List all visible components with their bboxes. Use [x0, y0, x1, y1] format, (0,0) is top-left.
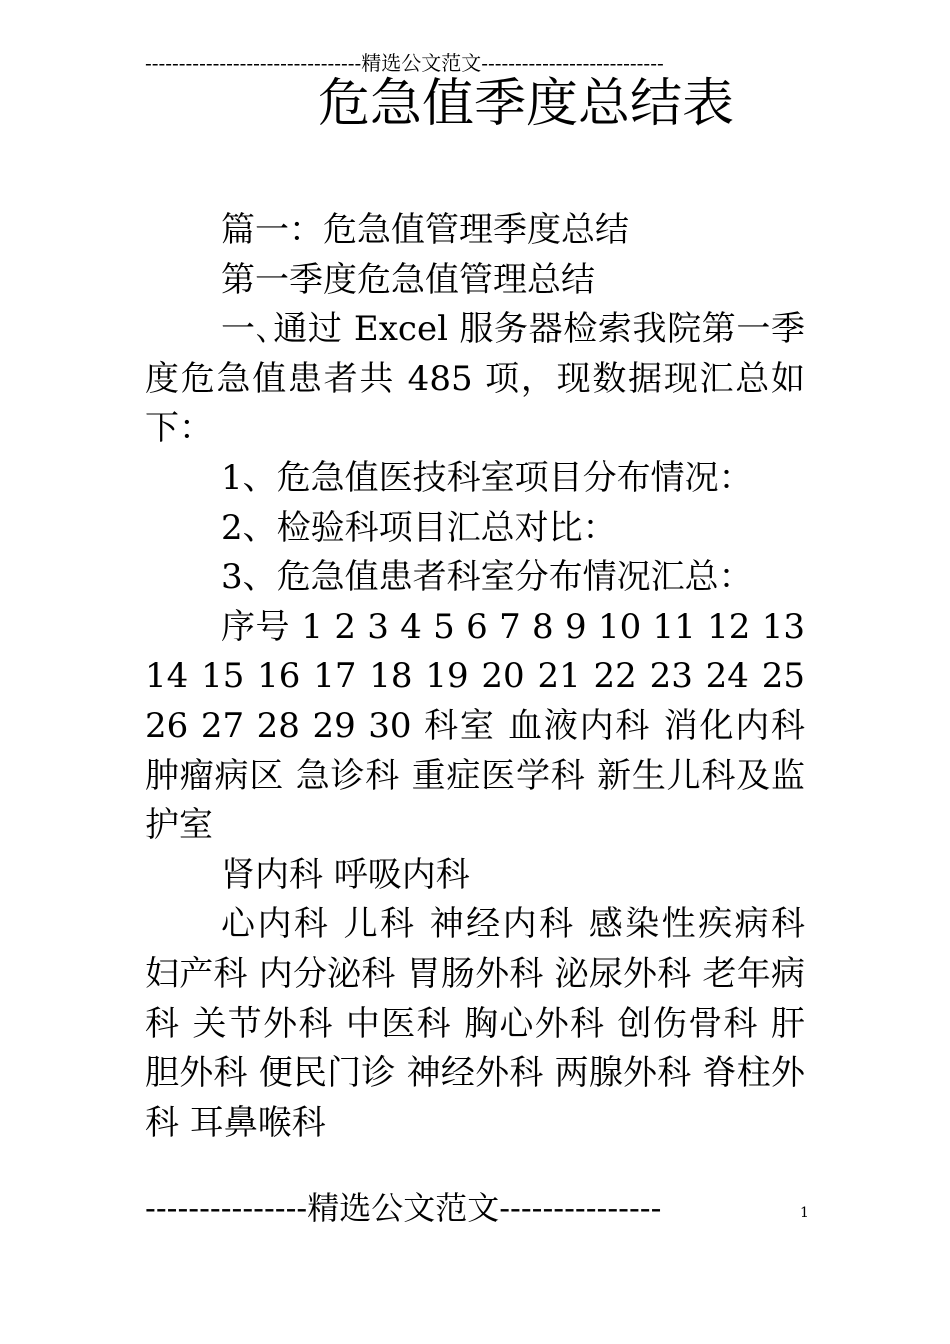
paragraph-department-list: 序号 1 2 3 4 5 6 7 8 9 10 11 12 13 14 15 16 17 18 19 20 21 22 23 24 25 26 27 28 29 30 科室 血液内科 消化内科 肿瘤病区 急诊科 重症医学科 新生儿科及监护室: [145, 606, 805, 846]
paragraph-subtitle: 第一季度危急值管理总结: [221, 259, 595, 300]
paragraph-department-list-3: 心内科 儿科 神经内科 感染性疾病科 妇产科 内分泌科 胃肠外科 泌尿外科 老年病科 关节外科 中医科 胸心外科 创伤骨科 肝胆外科 便民门诊 神经外科 两腺外科 脊柱外科 耳鼻喉科: [145, 904, 805, 1143]
page-number: 1: [800, 1205, 809, 1221]
document-title: 危急值季度总结表: [318, 74, 735, 134]
paragraph-department-list-2: 肾内科 呼吸内科: [221, 854, 470, 895]
page-header: --------------------------------精选公文范文---------------------------: [145, 51, 664, 75]
paragraph-item-1: 1、危急值医技科室项目分布情况：: [221, 457, 753, 498]
paragraph-item-3: 3、危急值患者科室分布情况汇总：: [221, 557, 753, 598]
paragraph-summary: 一､通过 Excel 服务器检索我院第一季度危急值患者共 485 项，现数据现汇总如下：: [145, 309, 805, 449]
document-body: [145, 206, 805, 1148]
page-footer: ---------------精选公文范文---------------: [145, 1189, 662, 1227]
paragraph-section-heading: 篇一：危急值管理季度总结: [221, 210, 629, 250]
paragraph-item-2: 2、检验科项目汇总对比：: [221, 507, 617, 548]
